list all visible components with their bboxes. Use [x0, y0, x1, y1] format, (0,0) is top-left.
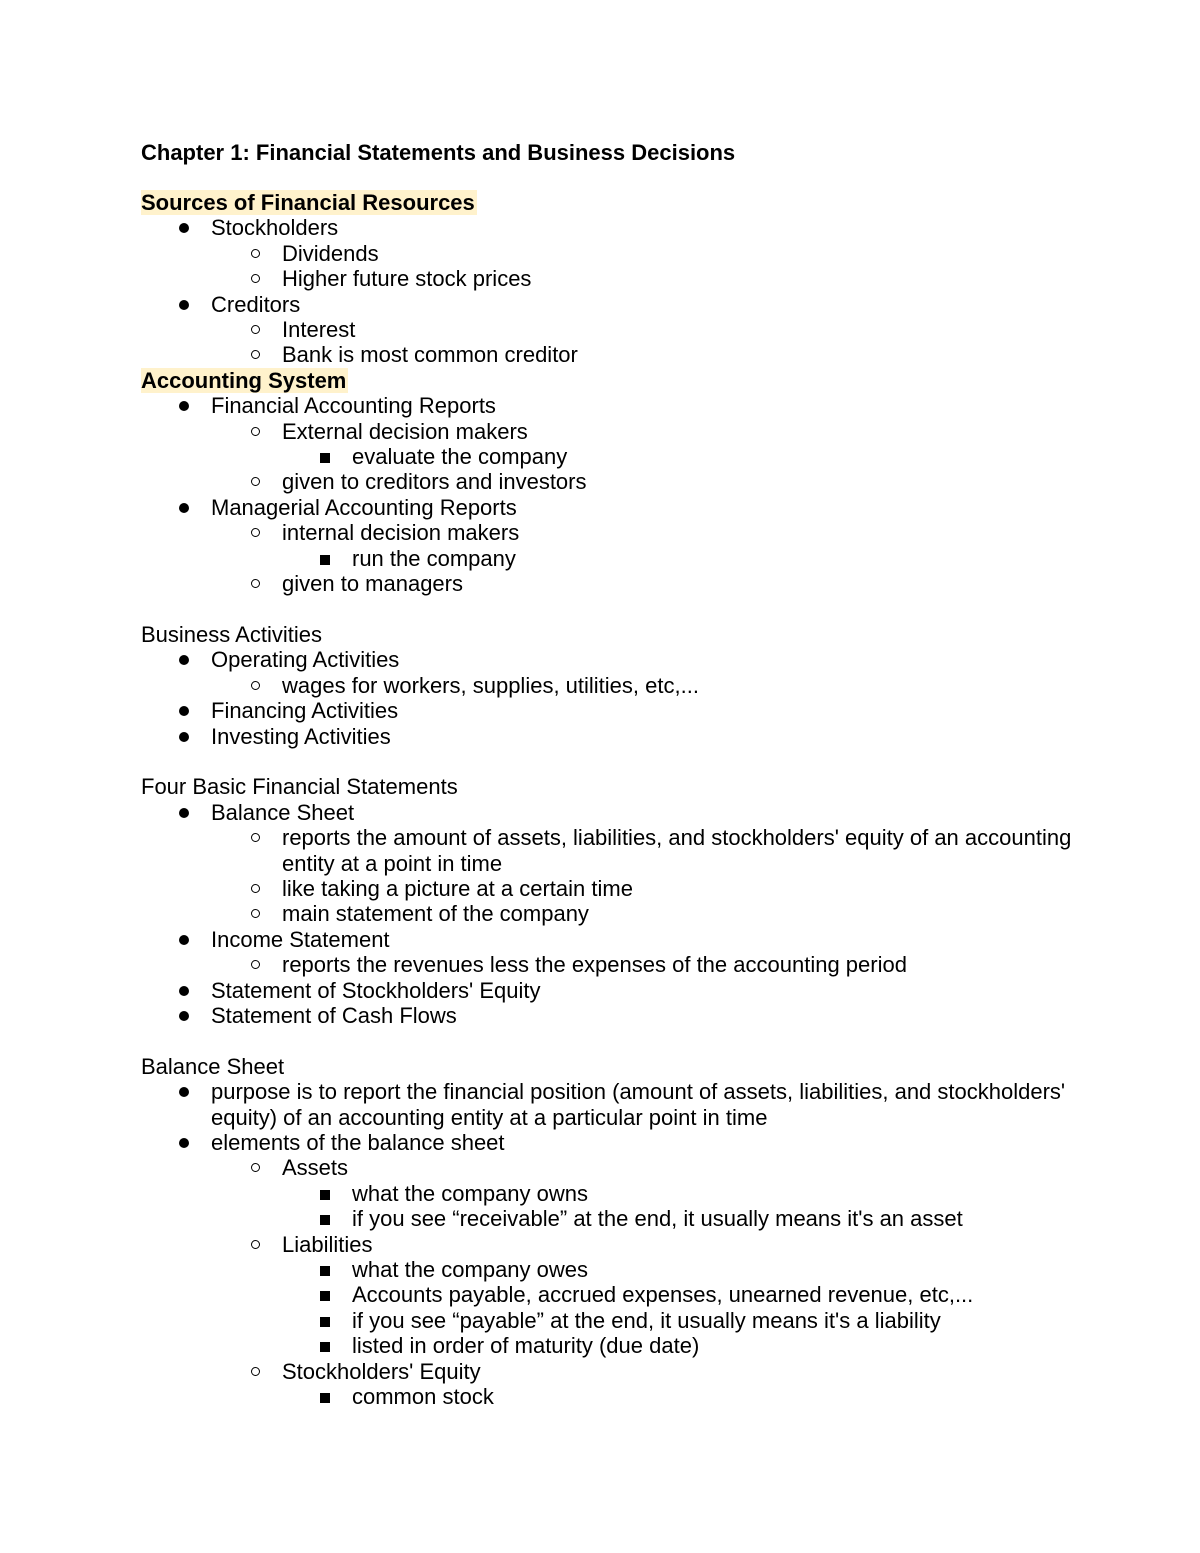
- hollow-bullet-icon: [251, 325, 260, 334]
- square-bullet-icon: [320, 453, 330, 463]
- list-item-text: common stock: [352, 1384, 494, 1410]
- list-item-level-1: [141, 927, 1121, 952]
- list-item-text: Operating Activities: [211, 647, 400, 673]
- list-item-text: if you see “receivable” at the end, it usually means it's an asset: [352, 1206, 963, 1232]
- section-heading-text: Business Activities: [141, 621, 322, 647]
- square-bullet-icon: [320, 1266, 330, 1276]
- list-item-text: Accounts payable, accrued expenses, unearned revenue, etc,...: [352, 1282, 974, 1308]
- title-spacer: [141, 166, 1121, 190]
- list-item-level-2: [141, 571, 1121, 596]
- list-item-level-1: [141, 292, 1121, 317]
- hollow-bullet-icon: [251, 909, 260, 918]
- section-gap: [141, 749, 1121, 774]
- list-item-level-2: [141, 1155, 1121, 1180]
- list-item-level-1: [141, 1130, 1121, 1155]
- hollow-bullet-icon: [251, 1367, 260, 1376]
- list-item-level-2: [141, 1232, 1121, 1257]
- filled-bullet-icon: [179, 808, 189, 818]
- list-item-text: internal decision makers: [282, 520, 520, 546]
- list-item-text: Liabilities: [282, 1231, 373, 1257]
- list-item-level-2: [141, 825, 1121, 876]
- section-heading: [141, 1054, 1121, 1079]
- list-item-text: Interest: [282, 317, 356, 343]
- hollow-bullet-icon: [251, 274, 260, 283]
- hollow-bullet-icon: [251, 884, 260, 893]
- list-item-level-1: [141, 1079, 1121, 1130]
- section-heading: [141, 190, 1121, 215]
- list-item-level-1: [141, 393, 1121, 418]
- list-item-text: External decision makers: [282, 418, 528, 444]
- list-item-level-3: [141, 546, 1121, 571]
- list-item-text: run the company: [352, 545, 516, 571]
- list-item-level-2: [141, 241, 1121, 266]
- list-item-level-2: [141, 317, 1121, 342]
- list-item-text: Dividends: [282, 240, 379, 266]
- square-bullet-icon: [320, 1215, 330, 1225]
- list-item-text: given to creditors and investors: [282, 469, 587, 495]
- filled-bullet-icon: [179, 223, 189, 233]
- list-item-level-1: [141, 978, 1121, 1003]
- document-page: [141, 139, 1121, 1409]
- filled-bullet-icon: [179, 986, 189, 996]
- list-item-text: main statement of the company: [282, 901, 589, 927]
- filled-bullet-icon: [179, 1087, 189, 1097]
- hollow-bullet-icon: [251, 960, 260, 969]
- filled-bullet-icon: [179, 706, 189, 716]
- list-item-level-1: [141, 1003, 1121, 1028]
- list-item-text: Income Statement: [211, 926, 390, 952]
- list-item-text: Statement of Stockholders' Equity: [211, 977, 541, 1003]
- list-item-level-1: [141, 698, 1121, 723]
- list-item-text: reports the revenues less the expenses of the accounting period: [282, 952, 907, 978]
- list-item-text: elements of the balance sheet: [211, 1129, 505, 1155]
- hollow-bullet-icon: [251, 528, 260, 537]
- filled-bullet-icon: [179, 1011, 189, 1021]
- filled-bullet-icon: [179, 503, 189, 513]
- square-bullet-icon: [320, 1317, 330, 1327]
- hollow-bullet-icon: [251, 579, 260, 588]
- list-item-level-1: [141, 495, 1121, 520]
- section-heading: [141, 774, 1121, 799]
- square-bullet-icon: [320, 1342, 330, 1352]
- filled-bullet-icon: [179, 401, 189, 411]
- list-item-text: what the company owns: [352, 1180, 589, 1206]
- square-bullet-icon: [320, 1190, 330, 1200]
- section-heading: [141, 368, 1121, 393]
- square-bullet-icon: [320, 1393, 330, 1403]
- hollow-bullet-icon: [251, 1163, 260, 1172]
- list-item-text: given to managers: [282, 571, 463, 597]
- list-item-text: evaluate the company: [352, 444, 568, 470]
- list-item-text: Creditors: [211, 291, 301, 317]
- list-item-level-2: [141, 901, 1121, 926]
- list-item-text: Statement of Cash Flows: [211, 1002, 457, 1028]
- list-item-text: reports the amount of assets, liabilities, and stockholders' equity of an accounting entity at a point in time: [282, 825, 1072, 876]
- section-heading-text: Accounting System: [141, 367, 347, 393]
- list-item-level-1: [141, 215, 1121, 240]
- list-item-level-2: [141, 952, 1121, 977]
- list-item-level-2: [141, 342, 1121, 367]
- section-heading-text: Sources of Financial Resources: [141, 190, 475, 215]
- list-item-text: Balance Sheet: [211, 799, 355, 825]
- filled-bullet-icon: [179, 935, 189, 945]
- list-item-text: Stockholders' Equity: [282, 1358, 481, 1384]
- hollow-bullet-icon: [251, 350, 260, 359]
- list-item-level-2: [141, 520, 1121, 545]
- list-item-text: listed in order of maturity (due date): [352, 1333, 700, 1359]
- list-item-level-3: [141, 1333, 1121, 1358]
- list-item-level-2: [141, 469, 1121, 494]
- section-heading-text: Four Basic Financial Statements: [141, 774, 458, 800]
- list-item-level-3: [141, 1257, 1121, 1282]
- section-gap: [141, 597, 1121, 622]
- list-item-text: what the company owes: [352, 1257, 589, 1283]
- hollow-bullet-icon: [251, 681, 260, 690]
- list-item-text: Managerial Accounting Reports: [211, 494, 517, 520]
- list-item-text: Financial Accounting Reports: [211, 393, 496, 419]
- list-item-level-2: [141, 419, 1121, 444]
- hollow-bullet-icon: [251, 427, 260, 436]
- filled-bullet-icon: [179, 732, 189, 742]
- square-bullet-icon: [320, 555, 330, 565]
- square-bullet-icon: [320, 1291, 330, 1301]
- list-item-text: Financing Activities: [211, 698, 399, 724]
- page-title: Chapter 1: Financial Statements and Business Decisions: [141, 140, 736, 165]
- list-item-text: Stockholders: [211, 215, 339, 241]
- list-item-level-3: [141, 1308, 1121, 1333]
- filled-bullet-icon: [179, 1138, 189, 1148]
- list-item-level-2: [141, 673, 1121, 698]
- list-item-text: Higher future stock prices: [282, 266, 532, 292]
- section-gap: [141, 1028, 1121, 1053]
- list-item-text: Bank is most common creditor: [282, 342, 578, 368]
- list-item-text: if you see “payable” at the end, it usually means it's a liability: [352, 1307, 941, 1333]
- document-body: [141, 190, 1121, 1409]
- list-item-level-3: [141, 1384, 1121, 1409]
- hollow-bullet-icon: [251, 1240, 260, 1249]
- list-item-text: like taking a picture at a certain time: [282, 875, 633, 901]
- section-heading-text: Balance Sheet: [141, 1053, 285, 1079]
- filled-bullet-icon: [179, 655, 189, 665]
- section-heading: [141, 622, 1121, 647]
- list-item-level-1: [141, 647, 1121, 672]
- filled-bullet-icon: [179, 300, 189, 310]
- list-item-level-1: [141, 800, 1121, 825]
- hollow-bullet-icon: [251, 833, 260, 842]
- list-item-text: Assets: [282, 1155, 349, 1181]
- list-item-level-2: [141, 266, 1121, 291]
- list-item-level-3: [141, 444, 1121, 469]
- list-item-level-3: [141, 1181, 1121, 1206]
- hollow-bullet-icon: [251, 249, 260, 258]
- list-item-text: wages for workers, supplies, utilities, etc,...: [282, 672, 699, 698]
- hollow-bullet-icon: [251, 477, 260, 486]
- list-item-level-3: [141, 1282, 1121, 1307]
- list-item-level-2: [141, 1359, 1121, 1384]
- list-item-text: Investing Activities: [211, 723, 391, 749]
- list-item-level-2: [141, 876, 1121, 901]
- list-item-level-1: [141, 724, 1121, 749]
- list-item-level-3: [141, 1206, 1121, 1231]
- list-item-text: purpose is to report the financial position (amount of assets, liabilities, and stockholders' equity) of an accounting entity at a particular point in time: [211, 1079, 1066, 1130]
